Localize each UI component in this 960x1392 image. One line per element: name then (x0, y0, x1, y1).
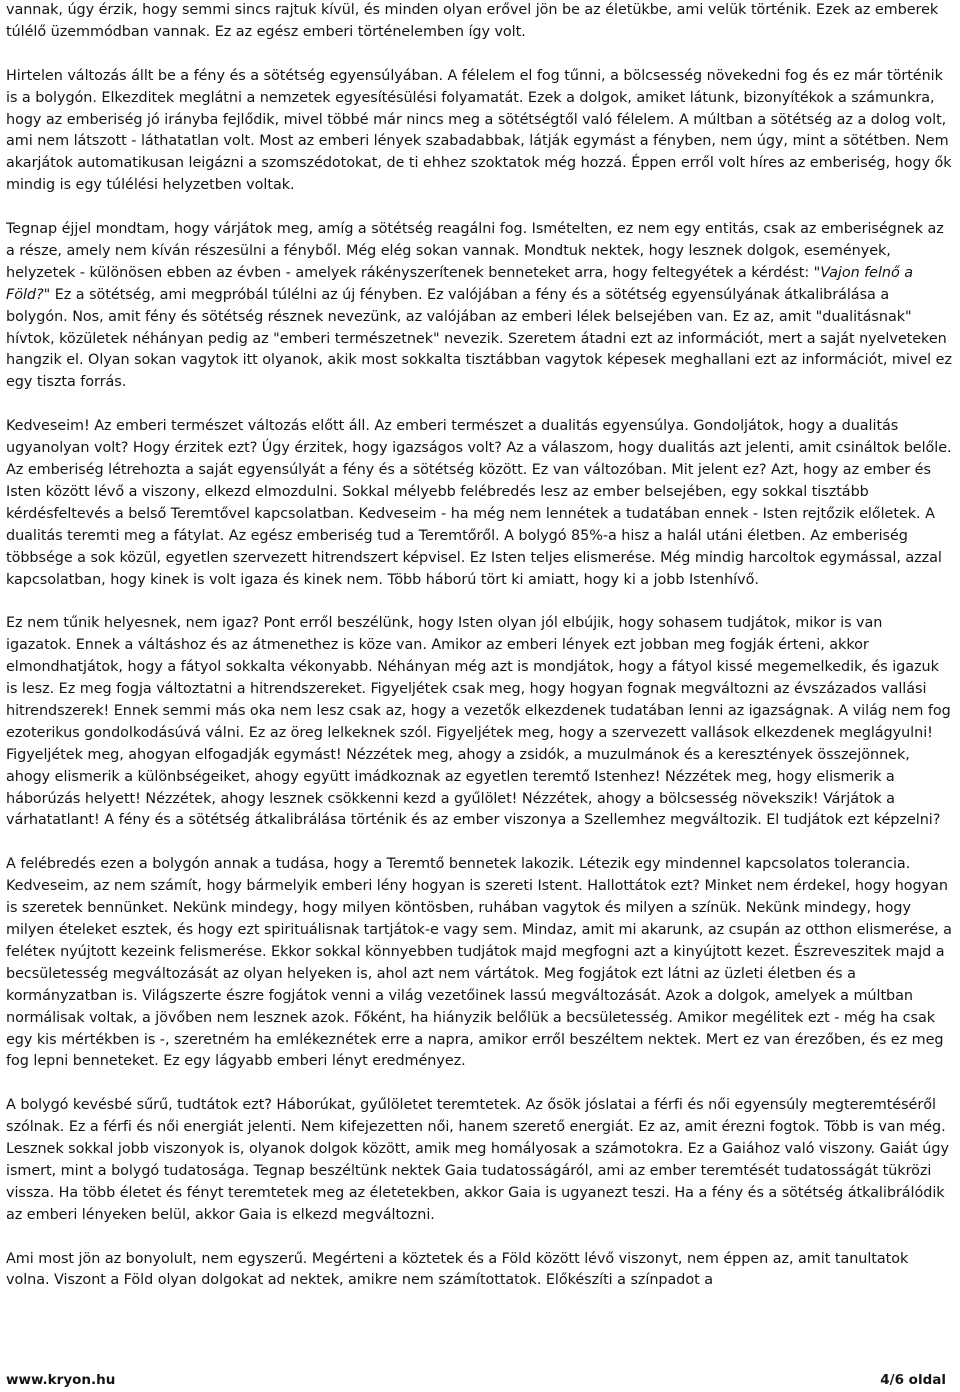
paragraph-5 (6, 613, 952, 832)
text-run: Tegnap éjjel mondtam, hogy várjátok meg, amíg a sötétség reagálni fog. Ismételten, ez nem egy entitás, csak az emberiségnek az a része, amely nem kíván részesülni a fényből. Még elég sokan vannak. Mondtuk nektek, hogy lesznek dolgok, események, helyzetek - különösen ebben az évben - amelyek rákényszerítenek benneteket arra, hogy feltegyétek a kérdést: (6, 221, 944, 281)
paragraph-2 (6, 66, 952, 197)
quoted-question: "Vajon felnő a Föld?" (6, 264, 914, 303)
paragraph-4 (6, 416, 952, 591)
paragraph-6 (6, 854, 952, 1073)
text-run: vannak, úgy érzik, hogy semmi sincs rajtuk kívül, és minden olyan erővel jön be az életükbe, ami velük történik. Ezek az emberek túlélő üzemmódban vannak. Ez az egész emberi történelemben így volt. (6, 2, 939, 40)
paragraph-1 (6, 0, 952, 44)
text-run: Ez nem tűnik helyesnek, nem igaz? Pont erről beszélünk, hogy Isten olyan jól elbújik, hogy sohasem tudjátok, mikor is van igazatok. Ennek a váltáshoz és az átmenethez is köze van. Amikor az emberi lények ezt jobban meg fogják érteni, akkor elmondhatjátok, hogy a fátyol sokkalta vékonyabb. Néhányan még azt is mondjátok, hogy a fátyol kissé megemelkedik, és igazuk is lesz. Ez meg fogja változtatni a hitrendszereket. Figyeljétek csak meg, hogy hogyan fognak megváltozni az évszázados vallási hitrendszerek! Ennek semmi más oka nem lesz csak az, hogy a vezetők elkezdenek tudatában lenni az igazságnak. A világ nem fog ezoterikus gondolkodásúvá válni. Ez az öreg lelkeknek szól. Figyeljétek meg, hogy a szervezett vallások elkezdenek meglágyulni! Figyeljétek meg, ahogyan elfogadják egymást! Nézzétek meg, ahogy a zsidók, a muzulmánok és a keresztények összejönnek, ahogy elismerik a különbségeiket, ahogy együtt imádkoznak az egyetlen teremtő Istenhez! Nézzétek meg, hogy elismerik a háborúzás helyett! Nézzétek, ahogy lesznek csökkenni kezd a gyűlölet! Nézzétek, ahogy a bölcsesség növekszik! Várjátok a várhatatlant! A fény és a sötétség átkalibrálása történik és az ember viszonya a Szellemhez megváltozik. El tudjátok ezt képzelni? (6, 615, 951, 829)
text-run: Ami most jön az bonyolult, nem egyszerű. Megérteni a köztetek és a Föld között lévő viszonyt, nem éppen az, amit tanultatok volna. Viszont a Föld olyan dolgokat ad nektek, amikre nem számítottatok. Előkészíti a színpadot a (6, 1250, 909, 1289)
text-run: Hirtelen változás állt be a fény és a sötétség egyensúlyában. A félelem el fog tűnni, a bölcsesség növekedni fog és ez már történik is a bolygón. Elkezditek meglátni a nemzetek egyesítésülési folyamatát. Ezek a dolgok, amiket látunk, bizonyítékok a számunkra, hogy az emberiség jó irányba fejlődik, mivel többé már nincs meg a sötétségtől való félelem. A múltban a sötétség az a dolog volt, ami nem látszott - láthatatlan volt. Most az emberi lények szabadabbak, látják egymást a fényben, nem úgy, mint a sötétben. Nem akarjátok automatikusan leigázni a szomszédotokat, de ti ehhez szoktatok még hozzá. Éppen erről volt híres az emberiség, hogy ők mindig is egy túlélési helyzetben voltak. (6, 67, 952, 194)
document-body (6, 0, 952, 1292)
footer-page-number: 4/6 oldal (880, 1372, 946, 1388)
paragraph-7 (6, 1095, 952, 1226)
text-run: Ez a sötétség, ami megpróbál túlélni az új fényben. Ez valójában a fény és a sötétség egyensúlyának átkalibrálása a bolygón. Nos, amit fény és sötétség résznek nevezünk, az valójában az emberi lélek belsejében van. Ez az, amit "dualitásnak" hívtok, közületek néhányan pedig az "emberi természetnek" nevezik. Szeretem átadni ezt az információt, mert a saját nyelveteken hangzik el. Olyan sokan vagytok itt olyanok, akik most sokkalta tisztábban vagytok képesek meghallani ezt az információt, mivel ez egy tiszta forrás. (6, 286, 952, 391)
paragraph-8 (6, 1249, 952, 1293)
footer-site-link[interactable]: www.kryon.hu (6, 1372, 116, 1388)
text-run: A bolygó kevésbé sűrű, tudtátok ezt? Háborúkat, gyűlöletet teremtetek. Az ősök jóslatai a férfi és női egyensúly megteremtéséről szólnak. Ez a férfi és női energiát jelenti. Nem kifejezetten női, hanem szerető energiát. Ez az, amit érezni fogtok. Több is van még. Lesznek sokkal jobb viszonyok is, olyanok dolgok között, amik meg homályosak a számotokra. Ez a Gaiához való viszony. Gaiát úgy ismert, mint a bolygó tudatosága. Tegnap beszéltünk nektek Gaia tudatosságáról, ami az ember teremtését tudatosságát tükrözi vissza. Ha több életet és fényt teremtetek meg az életetekben, akkor Gaia is ugyanezt teszi. Ha a fény és a sötétség átkalibrálódik az emberi lényeken belül, akkor Gaia is elkezd megváltozni. (6, 1097, 949, 1223)
page-footer (6, 1372, 946, 1392)
text-run: A felébredés ezen a bolygón annak a tudása, hogy a Teremtő bennetek lakozik. Létezik egy mindennel kapcsolatos tolerancia. Kedveseim, az nem számít, hogy bármelyik emberi lény hogyan is szereti Istent. Hallottátok ezt? Minket nem érdekel, hogy hogyan is szeretek bennünket. Nekünk mindegy, hogy milyen köntösben, ruhában vagytok és milyen a színük. Nekünk mindegy, hogy milyen ételeket esztek, és hogy ezt spirituálisnak tartjátok-e vagy sem. Mindaz, amit mi akarunk, az csupán az otthon elismerése, a feléteк nyújtott kezeink felismerése. Ekkor sokkal könnyebben tudjátok majd megfogni azt a kinyújtott kezet. Észreveszitek majd a becsületesség megváltozását az olyan helyeken is, ahol azt nem vártátok. Meg fogjátok ezt látni az üzleti életben és a kormányzatban is. Világszerte észre fogjátok venni a világ vezetőinek lassú megváltozását. Azok a dolgok, amelyek a múltban normálisak voltak, a jövőben nem lesznek azok. Főként, ha hiányzik belőlük a becsületesség. Amikor megélitek ezt - még ha csak egy kis mértékben is -, szeretném ha emlékeznétek erre a napra, amikor erről beszéltem nektek. Mert ez van érezőben, és ez meg fog lepni benneteket. Ez egy lágyabb emberi lényt eredményez. (6, 856, 952, 1070)
text-run: Kedveseim! Az emberi természet változás előtt áll. Az emberi természet a dualitás egyensúlya. Gondoljátok, hogy a dualitás ugyanolyan volt? Hogy érzitek ezt? Úgy érzitek, hogy igazságos volt? Az a válaszom, hogy dualitás azt jelenti, amit csináltok belőle. Az emberiség létrehozta a saját egyensúlyát a fény és a sötétség között. Ez van változóban. Mit jelent ez? Azt, hogy az ember és Isten között lévő a viszony, elkezd elmozdulni. Sokkal mélyebb felébredés lesz az ember belsejében, egy sokkal tisztább kérdésfeltevés a belső Teremtővel kapcsolatban. Kedveseim - ha még nem lennétek a tudatában ennek - Isten rejtőzik előletek. A dualitás teremti meg a fátylat. Az egész emberiség tud a Teremtőről. A bolygó 85%-a hisz a halál utáni életben. Az emberiség többsége a sok közül, egyetlen szervezett hitrendszert képvisel. Ez Isten teljes elismerése. Még mindig harcoltok egymással, azzal kapcsolatban, hogy kinek is volt igaza és kinek nem. Több háború tört ki amiatt, hogy ki a jobb Istenhívő. (6, 418, 952, 588)
paragraph-3 (6, 219, 952, 394)
